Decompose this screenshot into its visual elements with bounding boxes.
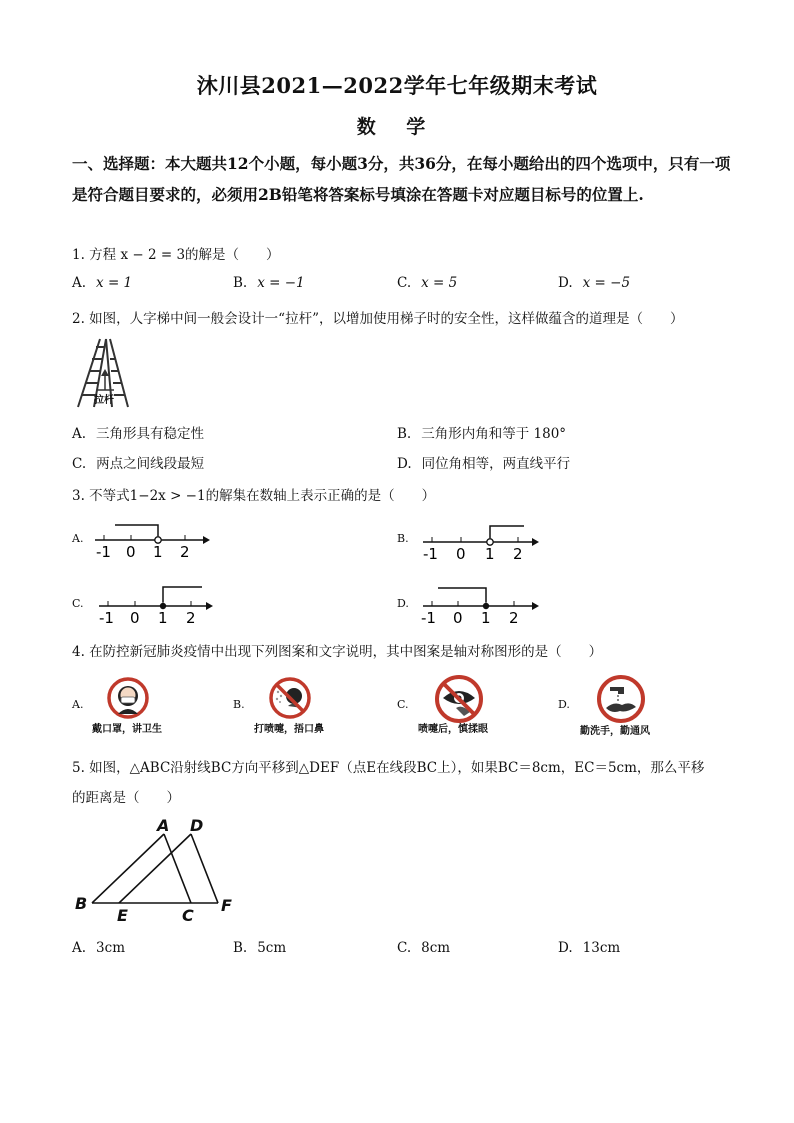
q4-option-b-label: B. [233, 698, 245, 711]
q4-option-d-label: D. [558, 698, 570, 711]
point-label-b: B [75, 894, 88, 913]
option-text: x = 5 [421, 275, 458, 291]
option-label: A. [72, 426, 87, 442]
option-label: C. [72, 456, 87, 472]
q3-option-d-label: D. [397, 597, 409, 610]
tick-label: 2 [513, 545, 523, 563]
question-5-option-a [72, 940, 125, 956]
mask-icon [106, 676, 150, 720]
option-label: B. [233, 940, 248, 956]
figure-label: 拉杆 [94, 395, 114, 406]
tick-label: 1 [481, 609, 491, 627]
number-line-b [418, 520, 540, 564]
tick-label: 1 [153, 543, 163, 561]
question-4-stem: 4. 在防控新冠肺炎疫情中出现下列图案和文字说明，其中图案是轴对称图形的是（ ） [72, 644, 603, 660]
question-5-stem-line1: 5. 如图，△ABC沿射线BC方向平移到△DEF（点E在线段BC上），如果BC＝8cm，EC＝5cm，那么平移 [72, 760, 705, 776]
tick-label: 0 [456, 545, 466, 563]
section-instructions: 一、选择题：本大题共12个小题，每小题3分，共36分，在每小题给出的四个选项中，只有一项是符合题目要求的，必须用2B铅笔将答案标号填涂在答题卡对应题目标号的位置上. [72, 154, 731, 204]
option-text: 三角形具有稳定性 [96, 426, 205, 442]
question-1-stem: 1. 方程 x − 2 = 3的解是（ ） [72, 247, 280, 263]
q4-caption-c: 喷嚏后，慎揉眼 [418, 724, 488, 735]
translation-figure [72, 814, 247, 926]
q4-caption-d: 勤洗手，勤通风 [580, 726, 650, 737]
number-line-a [90, 518, 210, 562]
tick-label: -1 [96, 543, 111, 561]
option-text: 两点之间线段最短 [96, 456, 205, 472]
number-line-c [94, 584, 216, 628]
wash-hands-icon [596, 674, 646, 724]
question-2-option-a [72, 422, 204, 442]
tick-label: 2 [180, 543, 190, 561]
tick-label: 0 [453, 609, 463, 627]
option-text: 5cm [257, 940, 287, 956]
number-line-d [418, 584, 540, 628]
tick-label: -1 [423, 545, 438, 563]
point-label-e: E [117, 906, 128, 925]
option-label: C. [397, 275, 412, 291]
question-3-stem: 3. 不等式1−2x > −1的解集在数轴上表示正确的是（ ） [72, 488, 436, 504]
q3-option-a-label: A. [72, 532, 84, 545]
option-label: C. [397, 940, 412, 956]
question-1-option-d [558, 275, 630, 291]
subject-title: 数 学 [356, 116, 438, 138]
option-label: D. [558, 275, 573, 291]
point-label-f: F [221, 896, 232, 915]
sneeze-icon [268, 676, 312, 720]
option-label: B. [233, 275, 248, 291]
option-label: D. [397, 456, 412, 472]
option-text: 3cm [96, 940, 125, 956]
question-2-stem: 2. 如图，人字梯中间一般会设计一“拉杆”，以增加使用梯子时的安全性，这样做蕴含的道理是（ ） [72, 311, 684, 327]
tick-label: -1 [421, 609, 436, 627]
tick-label: 1 [158, 609, 168, 627]
option-text: x = −1 [257, 275, 305, 291]
tick-label: -1 [99, 609, 114, 627]
option-label: A. [72, 940, 87, 956]
question-1-option-a [72, 275, 132, 291]
q3-option-c-label: C. [72, 597, 84, 610]
question-2-option-b [397, 422, 566, 442]
question-1-option-c [397, 275, 457, 291]
question-1-option-b [233, 275, 305, 291]
point-label-a: A [157, 816, 170, 835]
question-2-option-d [397, 452, 570, 472]
q4-caption-a: 戴口罩，讲卫生 [92, 724, 162, 735]
option-text: x = 1 [96, 275, 133, 291]
q4-option-a-label: A. [72, 698, 84, 711]
q4-caption-b: 打喷嚏，捂口鼻 [254, 724, 324, 735]
tick-label: 2 [509, 609, 519, 627]
point-label-c: C [182, 906, 194, 925]
question-5-option-b [233, 940, 286, 956]
page-title: 沐川县2021—2022学年七年级期末考试 [196, 73, 598, 98]
eye-icon [434, 674, 484, 724]
point-label-d: D [190, 816, 204, 835]
option-text: 同位角相等，两直线平行 [421, 456, 571, 472]
tick-label: 0 [126, 543, 136, 561]
question-5-option-d [558, 940, 620, 956]
option-label: D. [558, 940, 573, 956]
question-5-stem-line2: 的距离是（ ） [72, 790, 180, 806]
option-text: x = −5 [582, 275, 631, 291]
tick-label: 0 [130, 609, 140, 627]
option-label: B. [397, 426, 412, 442]
ladder-figure [72, 335, 134, 411]
tick-label: 2 [186, 609, 196, 627]
q4-option-c-label: C. [397, 698, 409, 711]
option-text: 三角形内角和等于 180° [421, 426, 567, 442]
question-2-option-c [72, 452, 204, 472]
option-label: A. [72, 275, 87, 291]
question-5-option-c [397, 940, 450, 956]
tick-label: 1 [485, 545, 495, 563]
option-text: 8cm [421, 940, 451, 956]
option-text: 13cm [582, 940, 621, 956]
q3-option-b-label: B. [397, 532, 409, 545]
